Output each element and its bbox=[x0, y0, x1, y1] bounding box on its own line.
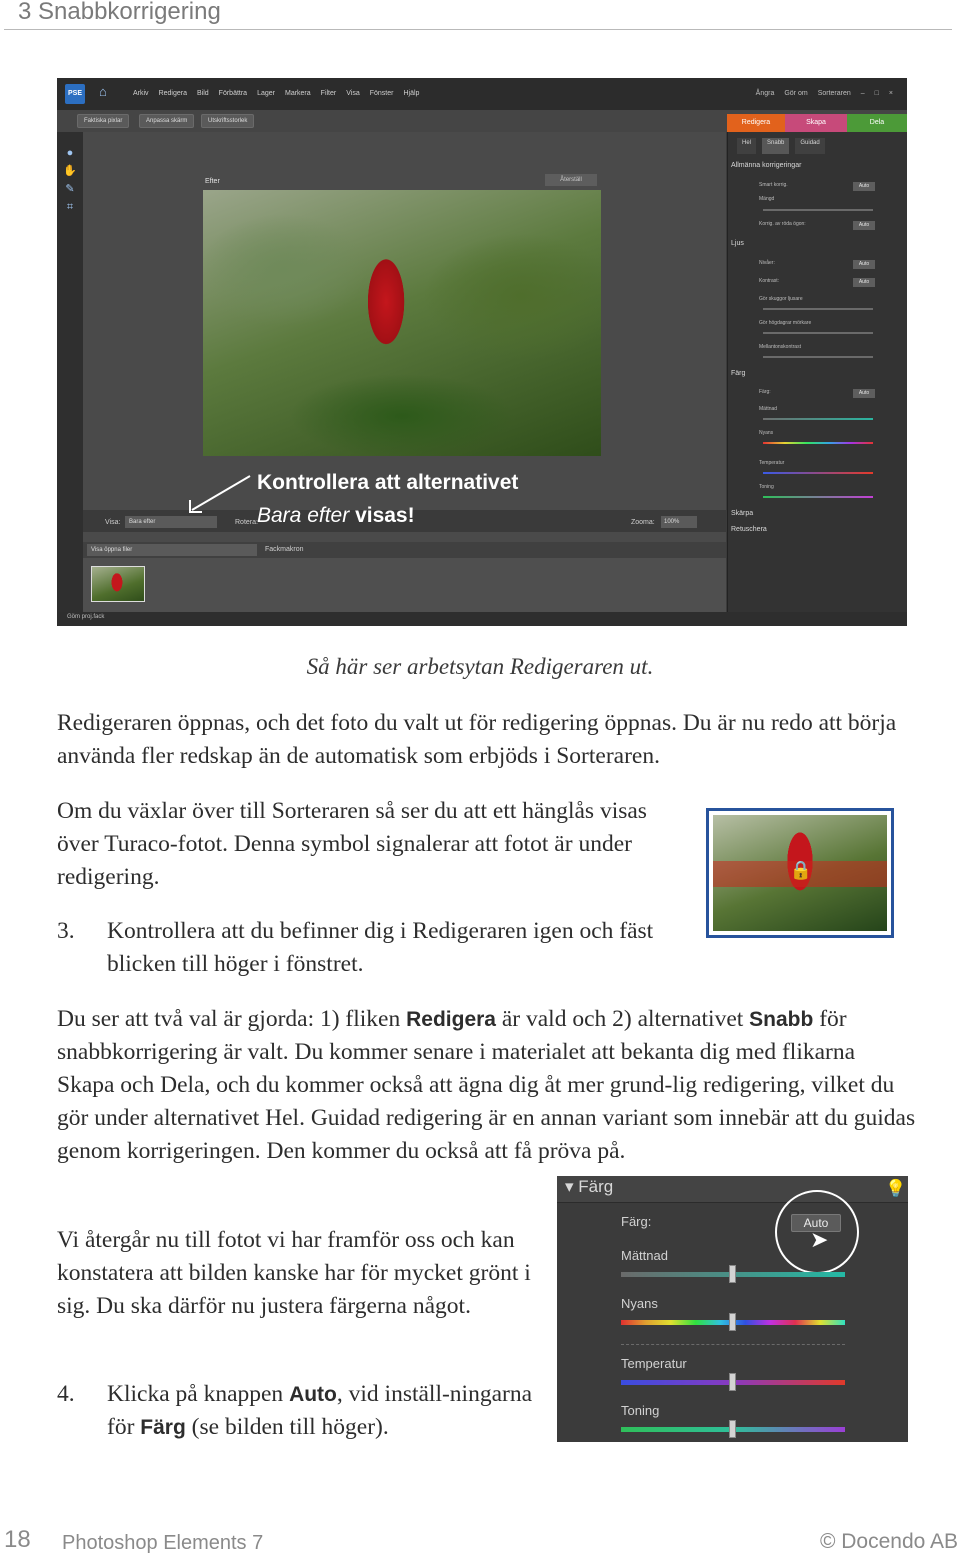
temperature-label: Temperatur bbox=[759, 460, 785, 466]
reset-button[interactable]: Återställ bbox=[545, 174, 597, 186]
zoom-label: Zooma: bbox=[631, 519, 655, 526]
redo-button[interactable]: Gör om bbox=[784, 90, 808, 97]
hand-tool-icon[interactable]: ✋ bbox=[63, 165, 77, 177]
menu-item[interactable]: Förbättra bbox=[218, 90, 248, 97]
smart-fix-label: Smart korrig. bbox=[759, 182, 788, 188]
saturation-label: Mättnad bbox=[759, 406, 778, 412]
project-bin bbox=[83, 558, 726, 612]
highlights-slider[interactable] bbox=[763, 332, 873, 334]
step-4-e: (se bilden till höger). bbox=[185, 1414, 389, 1440]
contrast-label: Kontrast: bbox=[759, 278, 780, 284]
color-auto-button[interactable]: Auto bbox=[853, 389, 875, 398]
menu-item[interactable]: Visa bbox=[346, 90, 360, 97]
toolbox bbox=[57, 132, 83, 612]
menu-item[interactable]: Bild bbox=[196, 90, 209, 97]
highlights-label: Gör högdagrar mörkare bbox=[759, 320, 812, 326]
color-auto-button[interactable]: Auto bbox=[791, 1214, 841, 1232]
window-controls bbox=[756, 90, 893, 97]
footer-bar bbox=[57, 612, 907, 626]
hue-label: Nyans bbox=[759, 430, 774, 436]
tab-redigera[interactable]: Redigera bbox=[727, 114, 785, 132]
step-4-text bbox=[107, 1378, 537, 1444]
paragraph-3-snabb: Snabb bbox=[749, 1008, 814, 1031]
maximize-icon[interactable]: □ bbox=[874, 90, 879, 97]
farg-panel-closeup bbox=[557, 1176, 908, 1442]
step-3-number: 3. bbox=[57, 918, 75, 944]
lightbulb-icon[interactable]: 💡 bbox=[885, 1179, 907, 1198]
hide-bin-button[interactable]: Göm proj.fack bbox=[67, 614, 105, 620]
step-4-c: , vid inställ-ningarna för bbox=[107, 1381, 533, 1440]
section-farg[interactable]: Färg bbox=[731, 370, 746, 377]
rotate-label: Rotera: bbox=[235, 519, 258, 526]
padlock-icon: 🔒 bbox=[789, 860, 812, 881]
quick-selection-icon[interactable]: ✎ bbox=[65, 183, 75, 195]
temperature-slider[interactable] bbox=[763, 472, 873, 474]
copyright: © Docendo AB bbox=[819, 1530, 958, 1553]
menu-item[interactable]: Markera bbox=[284, 90, 311, 97]
figure-caption: Så här ser arbetsytan Redigeraren ut. bbox=[306, 654, 654, 679]
tint-label: Toning bbox=[621, 1403, 660, 1418]
paragraph-3-c: är vald och 2) alternativet bbox=[496, 1006, 750, 1032]
paragraph-3 bbox=[57, 1003, 917, 1168]
menu-item[interactable]: Arkiv bbox=[133, 90, 149, 97]
smart-fix-auto-button[interactable]: Auto bbox=[853, 182, 875, 191]
mouse-pointer-icon: ➤ bbox=[810, 1227, 829, 1252]
tab-snabb[interactable]: Snabb bbox=[762, 138, 789, 154]
red-eye-auto-button[interactable]: Auto bbox=[853, 221, 875, 230]
shadows-label: Gör skuggor ljusare bbox=[759, 296, 803, 302]
edit-mode-tabs bbox=[727, 138, 907, 154]
paragraph-4: Vi återgår nu till fotot vi har framför oss och kan konstatera att bilden kanske har för mycket grönt i sig. Du ska därför nu justera färgerna något. bbox=[57, 1227, 531, 1319]
contrast-auto-button[interactable]: Auto bbox=[853, 278, 875, 287]
view-label: Visa: bbox=[105, 519, 121, 526]
amount-slider[interactable] bbox=[763, 209, 873, 211]
midtone-slider[interactable] bbox=[763, 356, 873, 358]
book-title: Photoshop Elements 7 bbox=[62, 1532, 264, 1554]
tint-slider-knob[interactable] bbox=[729, 1420, 736, 1438]
temperature-slider-knob[interactable] bbox=[729, 1373, 736, 1391]
tint-slider[interactable] bbox=[763, 496, 873, 498]
callout-italic: Bara efter bbox=[257, 504, 350, 527]
bin-select[interactable]: Visa öppna filer bbox=[87, 544, 257, 556]
step-3-text: Kontrollera att du befinner dig i Redigeraren igen och fäst blicken till höger i fönstret. bbox=[107, 918, 654, 977]
organizer-button[interactable]: Sorteraren bbox=[817, 90, 851, 97]
section-skarpa[interactable]: Skärpa bbox=[731, 510, 754, 517]
callout-text bbox=[257, 466, 518, 532]
levels-label: Nivåer: bbox=[759, 260, 775, 266]
hue-slider-knob[interactable] bbox=[729, 1313, 736, 1331]
menu-item[interactable]: Lager bbox=[257, 90, 275, 97]
bin-thumbnail[interactable] bbox=[91, 566, 145, 602]
undo-button[interactable]: Ångra bbox=[755, 90, 775, 97]
hue-slider[interactable] bbox=[763, 442, 873, 444]
saturation-slider-knob[interactable] bbox=[729, 1265, 736, 1283]
levels-auto-button[interactable]: Auto bbox=[853, 260, 875, 269]
page-number: 18 bbox=[4, 1526, 31, 1553]
menu-bar bbox=[57, 78, 907, 110]
shadows-slider[interactable] bbox=[763, 308, 873, 310]
app-logo-icon: PSE bbox=[65, 84, 85, 104]
section-retuschera[interactable]: Retuschera bbox=[731, 526, 767, 533]
zoom-tool-icon[interactable]: ● bbox=[66, 147, 74, 159]
print-size-button[interactable]: Utskriftsstorlek bbox=[201, 114, 254, 128]
view-select[interactable]: Bara efter bbox=[125, 516, 217, 528]
editor-screenshot bbox=[57, 78, 907, 626]
midtone-label: Mellantonskontrast bbox=[759, 344, 801, 350]
adjustments-panel bbox=[727, 132, 907, 612]
saturation-label: Mättnad bbox=[621, 1248, 668, 1263]
actual-pixels-button[interactable]: Faktiska pixlar bbox=[77, 114, 129, 128]
zoom-field[interactable]: 100% bbox=[661, 516, 697, 528]
menu-item[interactable]: Redigera bbox=[158, 90, 187, 97]
paragraph-2: Om du växlar över till Sorteraren så ser du att ett hänglås visas över Turaco-fotot. Denna symbol signalerar att fotot är under redigering. bbox=[57, 798, 647, 890]
paragraph-1: Redigeraren öppnas, och det foto du valt ut för redigering öppnas. Du är nu redo att börja använda fler redskap än de automatisk som erbjöds i Sorteraren. bbox=[57, 710, 897, 769]
tab-hel[interactable]: Hel bbox=[737, 138, 756, 154]
menu-item[interactable]: Fönster bbox=[369, 90, 394, 97]
red-eye-label: Korrig. av röda ögon: bbox=[759, 221, 806, 227]
section-ljus[interactable]: Ljus bbox=[731, 240, 744, 247]
fit-screen-button[interactable]: Anpassa skärm bbox=[139, 114, 194, 128]
tab-skapa[interactable]: Skapa bbox=[785, 114, 847, 132]
section-general[interactable]: Allmänna korrigeringar bbox=[731, 162, 802, 169]
minimize-icon[interactable]: – bbox=[860, 90, 865, 97]
step-4-farg: Färg bbox=[140, 1416, 186, 1439]
paragraph-3-redigera: Redigera bbox=[406, 1008, 496, 1031]
home-icon[interactable]: ⌂ bbox=[99, 84, 107, 99]
tint-label: Toning bbox=[759, 484, 774, 490]
main-menu bbox=[133, 90, 419, 97]
step-4-a: Klicka på knappen bbox=[107, 1381, 290, 1407]
color-label: Färg: bbox=[621, 1214, 652, 1229]
menu-item[interactable]: Hjälp bbox=[403, 90, 420, 97]
step-4-number: 4. bbox=[57, 1381, 75, 1407]
close-icon[interactable]: × bbox=[888, 90, 893, 97]
hue-label: Nyans bbox=[621, 1296, 658, 1311]
header-rule bbox=[4, 29, 952, 30]
paragraph-3-e: för snabbkorrigering är valt. Du kommer senare i materialet att bekanta dig med flikarna Skapa och Dela, och du kommer också att ägna dig åt mer grund-lig redigering, vilket du gör under alternativet Hel. Guidad redigering är en annan variant som innebär att du guidas genom korrigeringen. Den kommer du också att få pröva på. bbox=[57, 1006, 916, 1164]
locked-photo-thumbnail bbox=[706, 808, 894, 938]
crop-tool-icon[interactable]: ⌗ bbox=[66, 201, 74, 213]
callout-arrow-icon bbox=[186, 474, 252, 516]
cardinal-photo bbox=[203, 190, 601, 456]
saturation-slider[interactable] bbox=[763, 418, 873, 420]
callout-line1: Kontrollera att alternativet bbox=[257, 471, 519, 494]
tab-dela[interactable]: Dela bbox=[847, 114, 907, 132]
temperature-label: Temperatur bbox=[621, 1356, 687, 1371]
callout-bold: visas! bbox=[355, 504, 415, 527]
step-4-auto: Auto bbox=[289, 1383, 337, 1406]
panel-divider bbox=[621, 1344, 845, 1345]
amount-label: Mängd bbox=[759, 196, 775, 202]
menu-item[interactable]: Filter bbox=[320, 90, 337, 97]
tab-guidad[interactable]: Guidad bbox=[795, 138, 824, 154]
bin-actions-label[interactable]: Fackmakron bbox=[265, 546, 304, 553]
canvas-label: Efter bbox=[205, 178, 220, 185]
chapter-title: 3 Snabbkorrigering bbox=[18, 0, 221, 25]
color-label: Färg: bbox=[759, 389, 771, 395]
farg-panel-title[interactable]: ▾ Färg bbox=[565, 1177, 614, 1196]
paragraph-3-a: Du ser att två val är gjorda: 1) fliken bbox=[57, 1006, 407, 1032]
